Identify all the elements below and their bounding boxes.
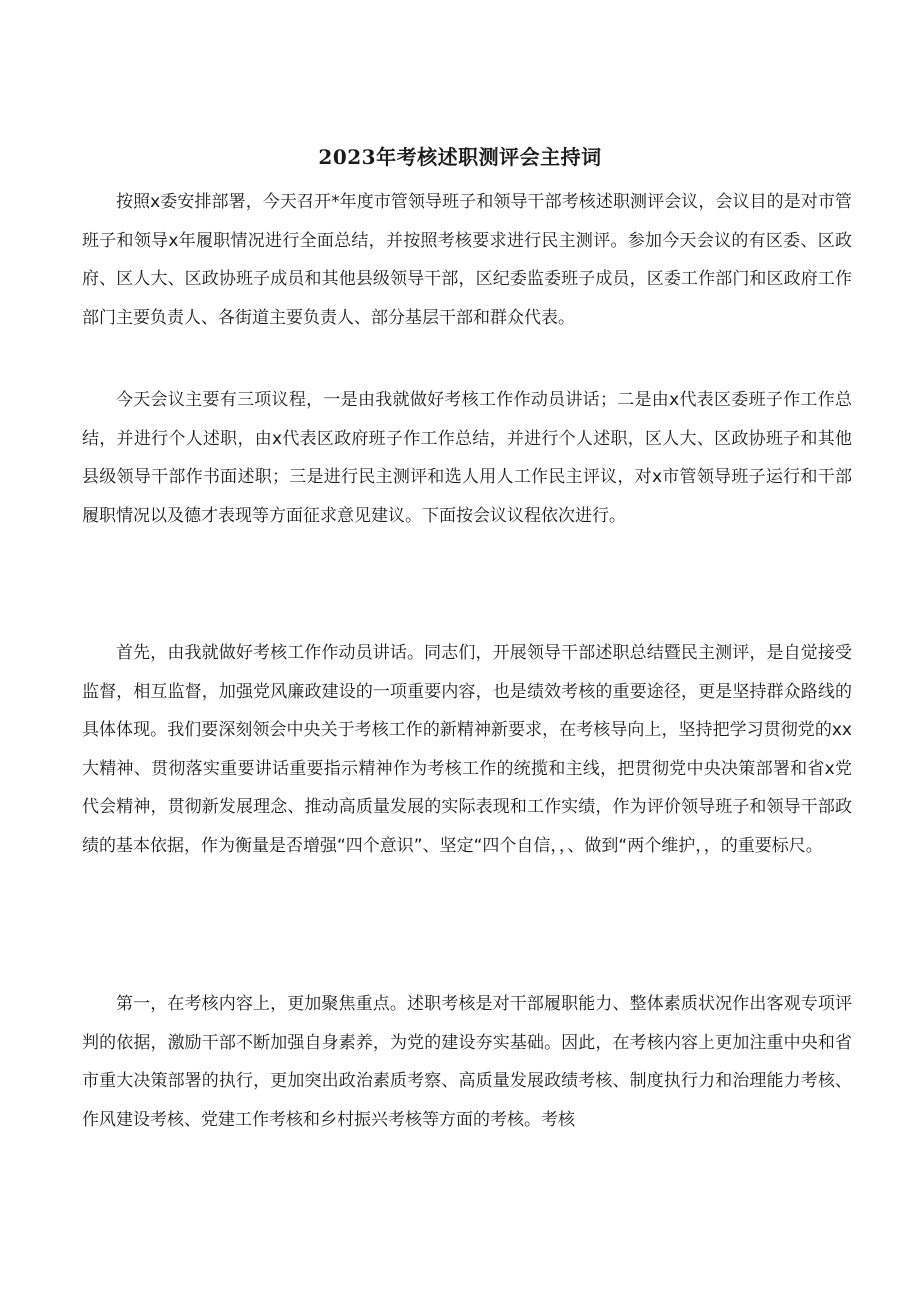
paragraph-3: 首先，由我就做好考核工作作动员讲话。同志们，开展领导干部述职总结暨民主测评，是自觉接受监督，相互监督，加强党风廉政建设的一项重要内容，也是绩效考核的重要途径，更是坚持群众路线的具体体现。我们要深刻领会中央关于考核工作的新精神新要求，在考核导向上，坚持把学习贯彻党的xx大精神、贯彻落实重要讲话重要指示精神作为考核工作的统揽和主线，把贯彻党中央决策部署和省x党代会精神，贯彻新发展理念、推动高质量发展的实际表现和工作实绩，作为评价领导班子和领导干部政绩的基本依据，作为衡量是否增强“四个意识”、坚定“四个自信，，、做到“两个维护，，的重要标尺。 [82,643,852,856]
paragraph-2: 今天会议主要有三项议程，一是由我就做好考核工作作动员讲话；二是由x代表区委班子作工作总结，并进行个人述职，由x代表区政府班子作工作总结，并进行个人述职，区人大、区政协班子和其他县级领导干部作书面述职；三是进行民主测评和选人用人工作民主评议，对x市管领导班子运行和干部履职情况以及德才表现等方面征求意见建议。下面按会议议程依次进行。 [82,390,852,526]
paragraph-1: 按照x委安排部署，今天召开*年度市管领导班子和领导干部考核述职测评会议，会议目的是对市管班子和领导x年履职情况进行全面总结，并按照考核要求进行民主测评。参加今天会议的有区委、区政府、区人大、区政协班子成员和其他县级领导干部，区纪委监委班子成员，区委工作部门和区政府工作部门主要负责人、各街道主要负责人、部分基层干部和群众代表。 [82,192,852,328]
paragraph-4: 第一，在考核内容上，更加聚焦重点。述职考核是对干部履职能力、整体素质状况作出客观专项评判的依据，激励干部不断加强自身素养，为党的建设夯实基础。因此，在考核内容上更加注重中央和省市重大决策部署的执行，更加突出政治素质考察、高质量发展政绩考核、制度执行力和治理能力考核、作风建设考核、党建工作考核和乡村振兴考核等方面的考核。考核 [82,994,852,1130]
document-title: 2023年考核述职测评会主持词 [318,145,602,170]
